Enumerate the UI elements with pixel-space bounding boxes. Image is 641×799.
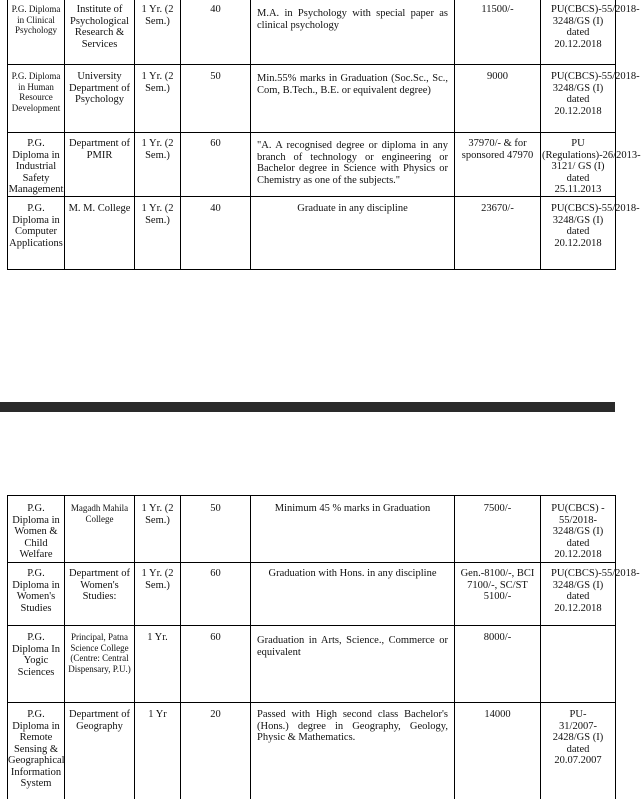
- eligibility: Min.55% marks in Graduation (Soc.Sc., Sc., Com, B.Tech., B.E. or equivalent degree): [257, 73, 448, 96]
- course-name: P.G. Diploma in Clinical Psychology: [11, 4, 61, 35]
- institution: Principal, Patna Science College (Centre: Central Dispensary, P.U.): [68, 632, 131, 674]
- course-name: P.G. Diploma in Remote Sensing & Geographical Information System: [8, 709, 65, 789]
- intake: 20: [210, 709, 221, 720]
- fee: 8000/-: [483, 632, 512, 643]
- course-table-top: [7, 0, 641, 270]
- duration: 1 Yr. (2 Sem.): [141, 568, 174, 591]
- approval: PU(CBCS) - 55/2018-3248/GS (I) dated 20.12.2018: [551, 503, 605, 560]
- table-row: [8, 703, 616, 799]
- page-divider: [0, 402, 615, 412]
- duration: 1 Yr. (2 Sem.): [141, 203, 174, 226]
- institution: Department of PMIR: [69, 138, 130, 161]
- intake: 60: [210, 138, 221, 149]
- duration: 1 Yr. (2 Sem.): [141, 4, 174, 27]
- duration: 1 Yr. (2 Sem.): [141, 138, 174, 161]
- eligibility: Passed with High second class Bachelor's (Hons.) degree in Geography, Geology, Physic & Mathematics.: [257, 709, 448, 743]
- institution: Institute of Psychological Research & Services: [70, 4, 129, 50]
- course-name: P.G. Diploma in Women & Child Welfare: [12, 503, 60, 560]
- course-table-bottom: [7, 495, 640, 799]
- table-row: [8, 0, 640, 65]
- fee: 11500/-: [481, 4, 514, 15]
- course-name: P.G. Diploma In Yogic Sciences: [11, 632, 61, 678]
- approval: PU(CBCS)-55/2018-3248/GS (I) dated 20.12.2018: [551, 4, 640, 50]
- institution: Department of Geography: [69, 709, 130, 732]
- eligibility: M.A. in Psychology with special paper as clinical psychology: [257, 8, 448, 31]
- table-row: [8, 495, 616, 563]
- intake: 40: [210, 203, 221, 214]
- duration: 1 Yr: [148, 709, 167, 720]
- intake: 50: [210, 503, 221, 514]
- fee: 23670/-: [481, 203, 514, 214]
- intake: 60: [210, 632, 221, 643]
- eligibility: Graduation in Arts, Science., Commerce or equivalent: [257, 635, 448, 658]
- eligibility: Graduation with Hons. in any discipline: [268, 568, 437, 579]
- intake: 40: [210, 4, 221, 15]
- duration: 1 Yr. (2 Sem.): [141, 71, 174, 94]
- approval: PU(CBCS)-55/2018-3248/GS (I) dated 20.12.2018: [551, 71, 640, 117]
- table-row: [8, 626, 616, 703]
- fee: 7500/-: [483, 503, 512, 514]
- duration: 1 Yr. (2 Sem.): [141, 503, 174, 526]
- approval: [541, 626, 615, 632]
- institution: University Department of Psychology: [69, 71, 130, 105]
- intake: 60: [210, 568, 221, 579]
- course-name: P.G. Diploma in Computer Applications: [9, 203, 63, 249]
- table-row: [8, 562, 640, 626]
- fee: 37970/- & for sponsored 47970: [461, 138, 534, 161]
- table-row: [8, 197, 640, 270]
- approval: PU(CBCS)-55/2018-3248/GS (I) dated 20.12.2018: [551, 568, 640, 614]
- fee: Gen.-8100/-, BCI 7100/-, SC/ST 5100/-: [460, 568, 535, 602]
- fee: 9000: [487, 71, 508, 82]
- eligibility: "A. A recognised degree or diploma in any branch of technology or engineering or Bachelor degree in Science with Physics or Chemistry as one of the subjects.": [257, 140, 448, 186]
- eligibility: Minimum 45 % marks in Graduation: [274, 503, 431, 514]
- table-row: [8, 132, 641, 197]
- institution: Magadh Mahila College: [70, 503, 129, 524]
- approval: PU (Regulations)-26/2013-3121/ GS (I) dated 25.11.2013: [542, 138, 641, 195]
- table-row: [8, 64, 640, 133]
- course-name: P.G. Diploma in Industrial Safety Management: [8, 138, 64, 195]
- intake: 50: [210, 71, 221, 82]
- fee: 14000: [484, 709, 511, 720]
- course-name: P.G. Diploma in Women's Studies: [12, 568, 60, 614]
- approval: PU-31/2007-2428/GS (I) dated 20.07.2007: [552, 709, 604, 766]
- institution: M. M. College: [68, 203, 131, 214]
- institution: Department of Women's Studies:: [69, 568, 130, 602]
- course-name: P.G. Diploma in Human Resource Development: [11, 71, 61, 113]
- duration: 1 Yr.: [147, 632, 168, 643]
- approval: PU(CBCS)-55/2018-3248/GS (I) dated 20.12.2018: [551, 203, 640, 249]
- eligibility: Graduate in any discipline: [297, 203, 408, 214]
